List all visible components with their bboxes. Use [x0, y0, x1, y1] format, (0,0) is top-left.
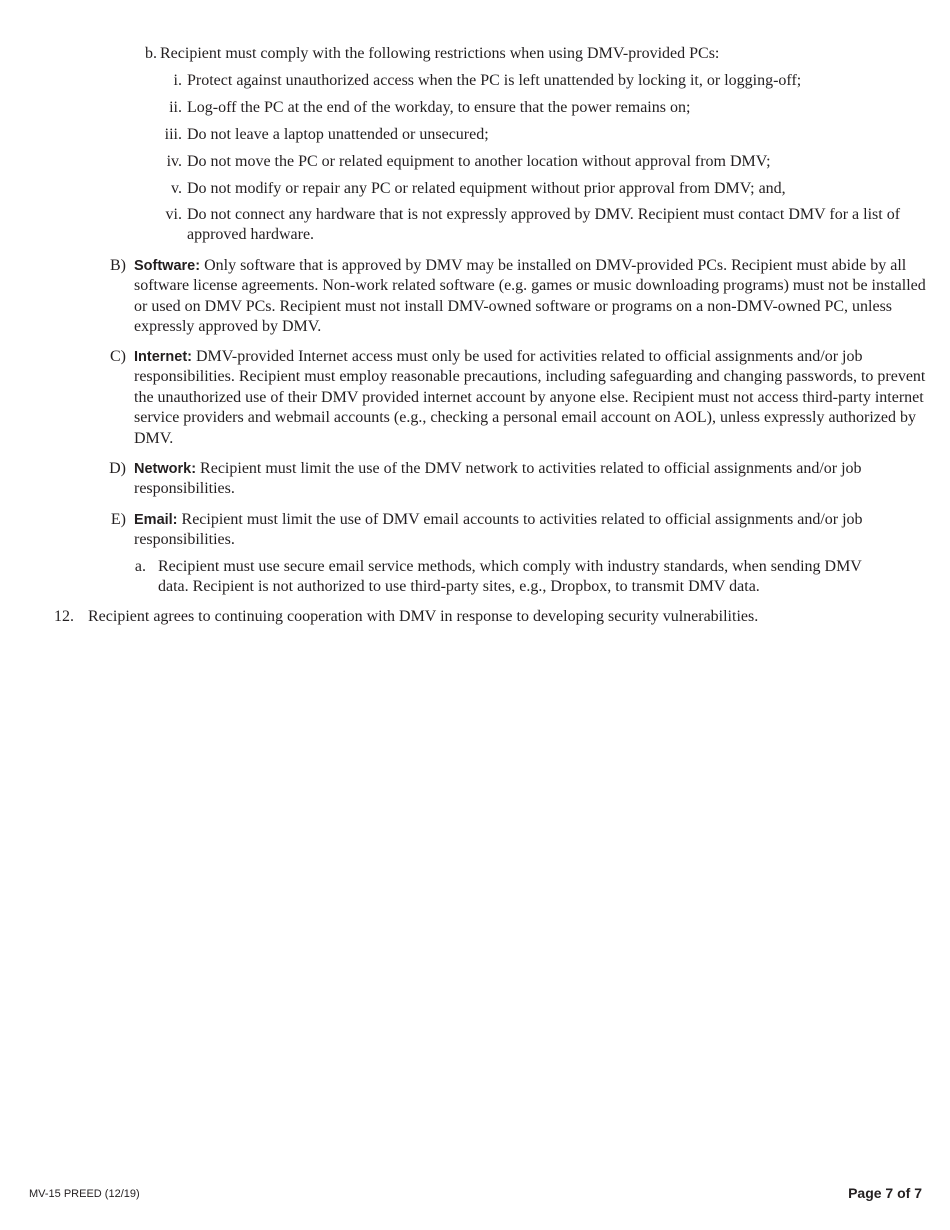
email-subitem-text: Recipient must use secure email service methods, which comply with industry standards, when sending DMV data. Recipient is not authorized to use third-party sites, e.g., Dropbox, to transmit DMV data. — [158, 558, 862, 596]
item-b-text: Recipient must comply with the following restrictions when using DMV-provided PCs: — [160, 45, 720, 62]
subitem-text: Log-off the PC at the end of the workday, to ensure that the power remains on; — [187, 99, 691, 116]
subitem-label: iii. — [164, 126, 182, 143]
section-body — [134, 256, 926, 338]
section-text: DMV-provided Internet access must only be used for activities related to official assignments and/or job responsibilities. Recipient must employ reasonable precautions, including safeguarding and changing passwords, to prevent the unauthorized use of their DMV provided internet account by anyone else. Recipient must not access third-party internet service providers and webmail accounts (e.g., checking a personal email account on AOL), unless expressly authorized by DMV. — [134, 348, 926, 447]
section-text: Only software that is approved by DMV may be installed on DMV-provided PCs. Recipient must abide by all software license agreements. Non-work related software (e.g. games or music downloading programs) must not be installed or used on DMV PCs. Recipient must not install DMV-owned software or programs on a non-DMV-owned PC, unless expressly approved by DMV. — [134, 257, 926, 336]
form-id: MV-15 PREED (12/19) — [29, 1188, 140, 1200]
section-label: E) — [110, 511, 126, 528]
subitem-label: vi. — [165, 206, 182, 223]
section-text: Recipient must limit the use of the DMV network to activities related to official assignments and/or job responsibilities. — [134, 460, 862, 498]
section-label: D) — [109, 460, 126, 477]
subitem-text: Do not leave a laptop unattended or unsecured; — [187, 126, 489, 143]
section-heading: Email: — [134, 512, 178, 528]
item-12-label: 12. — [54, 608, 74, 625]
subitem-label: i. — [173, 72, 182, 89]
section-label: C) — [110, 348, 126, 365]
section-body — [134, 459, 904, 500]
section-heading: Software: — [134, 258, 201, 274]
subitem-text: Do not move the PC or related equipment to another location without approval from DMV; — [187, 153, 771, 170]
subitem-label: v. — [171, 180, 182, 197]
section-body — [134, 347, 926, 449]
section-heading: Internet: — [134, 349, 192, 365]
section-label: B) — [110, 257, 126, 274]
subitem-label: ii. — [169, 99, 182, 116]
email-subitem-label: a. — [134, 558, 146, 575]
subitem-text: Do not modify or repair any PC or related equipment without prior approval from DMV; and, — [187, 180, 786, 197]
section-heading: Network: — [134, 461, 197, 477]
subitem-text: Protect against unauthorized access when the PC is left unattended by locking it, or logging-off; — [187, 72, 802, 89]
subitem-label: iv. — [166, 153, 182, 170]
page-number: Page 7 of 7 — [848, 1185, 922, 1201]
section-text: Recipient must limit the use of DMV email accounts to activities related to official assignments and/or job responsibilities. — [134, 511, 863, 549]
item-b-label: b. — [145, 45, 157, 62]
subitem-text: Do not connect any hardware that is not expressly approved by DMV. Recipient must contact DMV for a list of approved hardware. — [187, 206, 901, 244]
item-12-text: Recipient agrees to continuing cooperation with DMV in response to developing security vulnerabilities. — [88, 608, 759, 625]
section-body — [134, 510, 904, 551]
